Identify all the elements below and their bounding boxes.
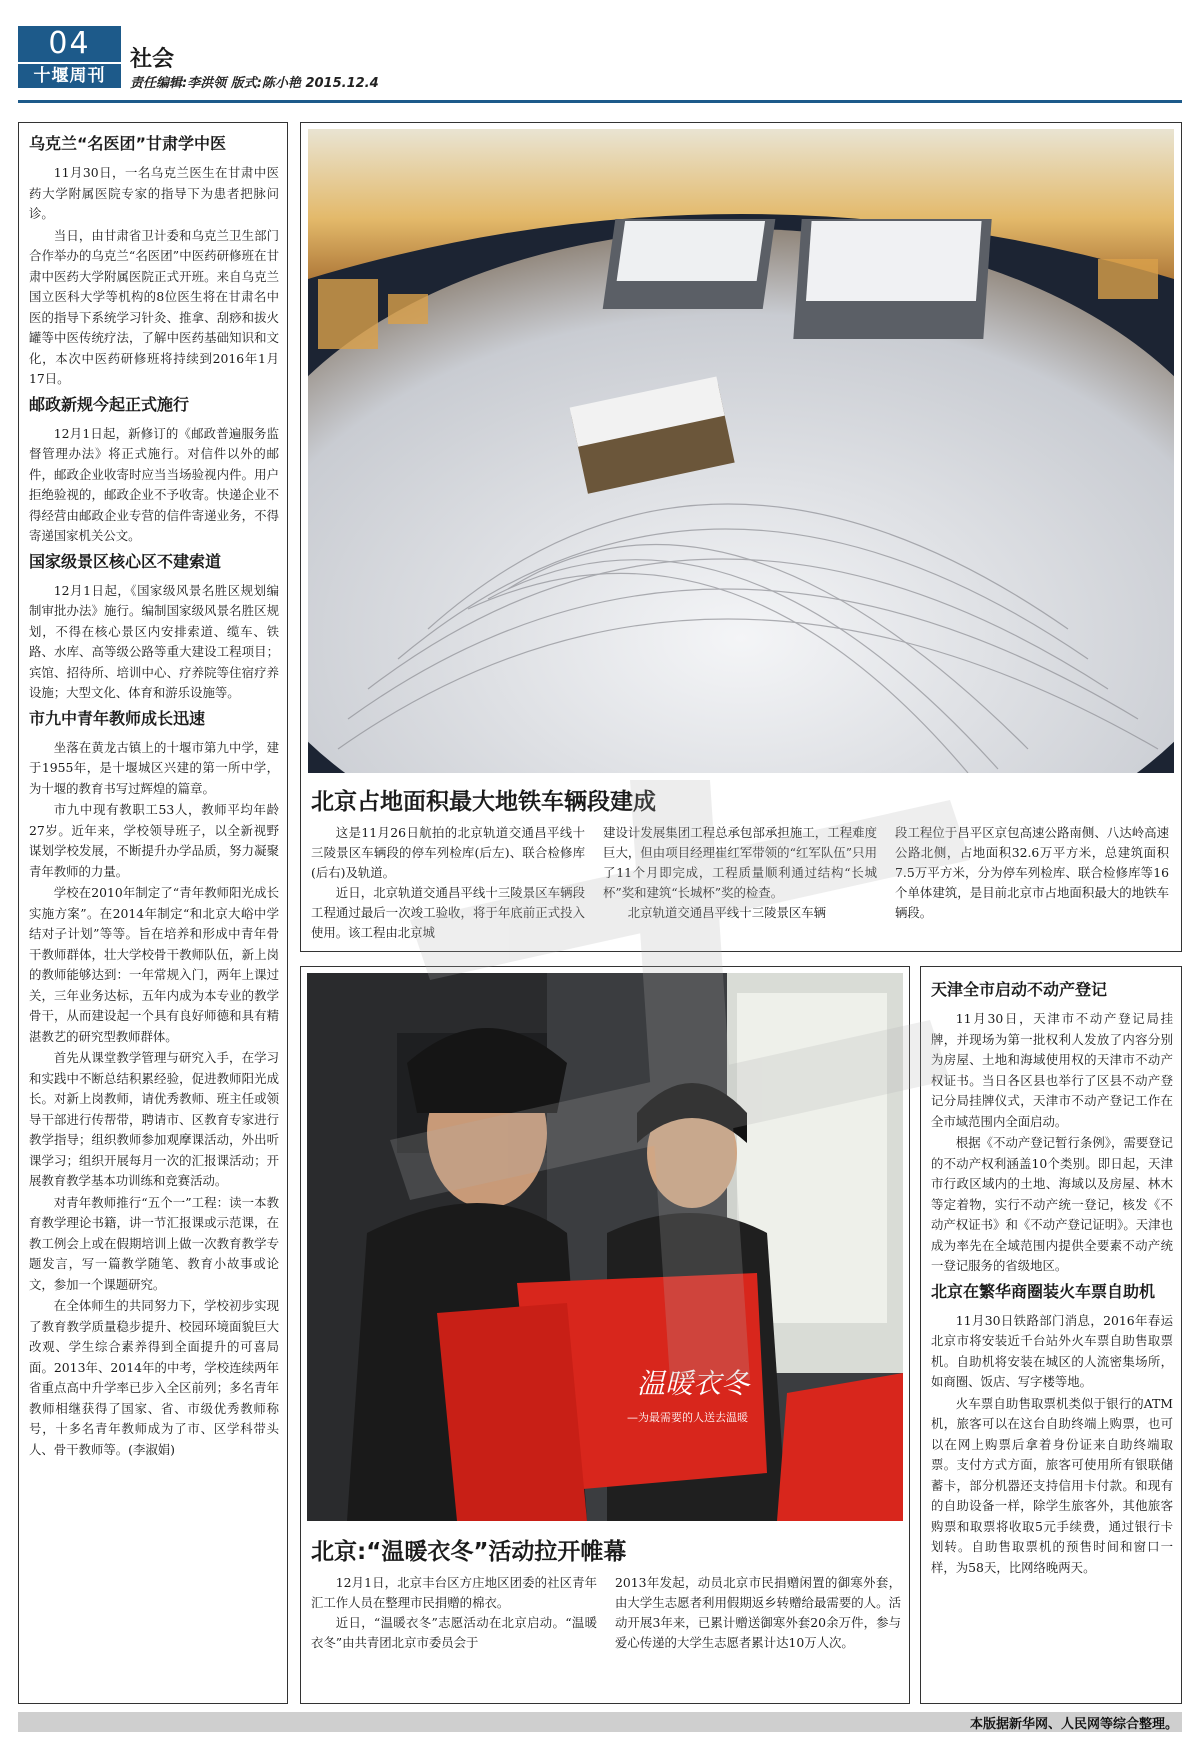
article-scenic (29, 551, 279, 704)
caption-column (895, 823, 1169, 943)
article-school (29, 708, 279, 1461)
article-paragraph: 当日，由甘肃省卫计委和乌克兰卫生部门合作举办的乌克兰“名医团”中医药研修班在甘肃中医药大学附属医院正式开班。来自乌克兰国立医科大学等机构的8位医生将在甘肃名中医的指导下系统学习针灸、推拿、刮痧和拔火罐等中医传统疗法，了解中医药基础知识和文化，本次中医药研修班将持续到2016年1月17日。 (29, 227, 279, 386)
article-paragraph: 11月30日，一名乌克兰医生在甘肃中医药大学附属医院专家的指导下为患者把脉问诊。 (29, 165, 279, 221)
article-title: 邮政新规今起正式施行 (29, 394, 190, 414)
bag-slogan: 温暖衣冬 (637, 1367, 750, 1400)
right-news-column (920, 966, 1182, 1704)
left-news-column (18, 122, 288, 1704)
caption-column (311, 1573, 597, 1653)
caption-paragraph: 2013年发起，动员北京市民捐赠闲置的御寒外套，由大学生志愿者利用假期返乡转赠给最需要的人。活动开展3年来，已累计赠送御寒外套20余万件，参与爱心传递的大学生志愿者累计达10万人次。 (615, 1575, 901, 1650)
caption-column (615, 1573, 901, 1653)
article-paragraph: 11月30日铁路部门消息，2016年春运北京市将安装近千台站外火车票自助售取票机。自助机将安装在城区的人流密集场所，如商圈、饭店、写字楼等地。 (931, 1312, 1173, 1389)
caption-paragraph: 段工程位于昌平区京包高速公路南侧、八达岭高速公路北侧，占地面积32.6万平方米，总建筑面积7.5万平方米，分为停车列检库、联合检修库等16个单体建筑，是目前北京市占地面积最大的地铁车辆段。 (895, 825, 1169, 920)
article-paragraph: 根据《不动产登记暂行条例》，需要登记的不动产权利涵盖10个类别。即日起，天津市行政区域内的土地、海域以及房屋、林木等定着物，实行不动产统一登记，核发《不动产权证书》和《不动产登记证明》。天津也成为率先在全域范围内提供全要素不动产统一登记服务的省级地区。 (931, 1135, 1173, 1273)
article-paragraph: 坐落在黄龙古镇上的十堰市第九中学，建于1955年，是十堰城区兴建的第一所中学，为十堰的教育书写过辉煌的篇章。 (29, 739, 279, 796)
article-paragraph: 市九中现有教职工53人，教师平均年龄27岁。近年来，学校领导班子，以全新视野谋划学校发展，不断提升办学品质，努力凝聚青年教师的力量。 (29, 802, 279, 879)
caption-column (603, 823, 877, 943)
article-paragraph: 对青年教师推行“五个一”工程：读一本教育教学理论书籍，讲一节汇报课或示范课，在教工例会上或在假期培训上做一次教育教学专题发言，写一篇教学随笔、教育小故事或论文，参加一个课题研究。 (29, 1194, 279, 1292)
article-title: 北京在繁华商圈装火车票自助机 (931, 1281, 1156, 1301)
page-number: 04 (18, 26, 121, 62)
caption-paragraph: 建设计发展集团工程总承包部承担施工，工程难度巨大，但由项目经理崔红军带领的“红军队伍”只用了11个月即完成，工程质量顺利通过结构“长城杯”奖和建筑“长城杯”奖的检查。 (603, 825, 877, 900)
article-title: 天津全市启动不动产登记 (931, 980, 1108, 999)
article-title: 国家级景区核心区不建索道 (29, 551, 222, 571)
editor-line: 责任编辑:李洪领 版式:陈小艳 2015.12.4 (130, 76, 379, 91)
section-title: 社会 (130, 47, 175, 72)
depot-headline: 北京占地面积最大地铁车辆段建成 (311, 789, 656, 815)
depot-caption (311, 823, 1169, 943)
warm-clothing-headline: 北京:“温暖衣冬”活动拉开帷幕 (311, 1539, 627, 1565)
caption-column (311, 823, 585, 943)
article-paragraph: 11月30日，天津市不动产登记局挂牌，并现场为第一批权利人发放了内容分别为房屋、土地和海域使用权的天津市不动产权证书。当日各区县也举行了区县不动产登记分局挂牌仪式，天津市不动产登记工作在全市域范围内全面启动。 (931, 1011, 1173, 1129)
article-paragraph: 在全体师生的共同努力下，学校初步实现了教育教学质量稳步提升、校园环境面貌巨大改观、学生综合素养得到全面提升的可喜局面。2013年、2014年的中考，学校连续两年省重点高中升学率已步入全区前列；多名青年教师相继获得了国家、省、市级优秀教师称号，十多名青年教师成为了市、区学科带头人、骨干教师等。(李淑娟) (29, 1298, 279, 1457)
newspaper-brand: 十堰周刊 (18, 64, 121, 88)
warm-clothing-caption (311, 1573, 901, 1653)
article-postal (29, 394, 279, 547)
caption-paragraph: 近日，“温暖衣冬”志愿活动在北京启动。“温暖衣冬”由共青团北京市委员会于 (311, 1615, 597, 1650)
article-paragraph: 12月1日起，《国家级风景名胜区规划编制审批办法》施行。编制国家级风景名胜区规划，不得在核心景区内安排索道、缆车、铁路、水库、高等级公路等重大建设工程项目；宾馆、招待所、培训中心、疗养院等住宿疗养设施；大型文化、体育和游乐设施等。 (29, 582, 279, 700)
caption-paragraph: 这是11月26日航拍的北京轨道交通昌平线十三陵景区车辆段的停车列检库(后左)、联合检修库(后右)及轨道。 (311, 825, 585, 880)
article-ticket-machines (931, 1281, 1173, 1579)
article-ukraine (29, 133, 279, 390)
depot-aerial-photo (308, 129, 1174, 773)
volunteers-photo (307, 973, 903, 1521)
article-title: 乌克兰“名医团”甘肃学中医 (29, 134, 227, 153)
article-paragraph: 火车票自助售取票机类似于银行的ATM机，旅客可以在这台自助终端上购票，也可以在网上购票后拿着身份证来自助终端取票。支付方式方面，旅客可使用所有银联储蓄卡，部分机器还支持信用卡付款。和现有的自助设备一样，除学生旅客外，其他旅客购票和取票将收取5元手续费，通过银行卡划转。自助售取票机的预售时间和窗口一样，为58天，比网络晚两天。 (931, 1395, 1173, 1575)
article-paragraph: 12月1日起，新修订的《邮政普遍服务监督管理办法》将正式施行。对信件以外的邮件，邮政企业收寄时应当当场验视内件。用户拒绝验视的，邮政企业不予收寄。快递企业不得经营由邮政企业专营的信件寄递业务，不得寄递国家机关公文。 (29, 425, 279, 543)
header-rule (18, 100, 1182, 103)
caption-paragraph: 北京轨道交通昌平线十三陵景区车辆 (627, 905, 827, 920)
article-paragraph: 学校在2010年制定了“青年教师阳光成长实施方案”。在2014年制定“和北京大峪中学结对子计划”等等。旨在培养和形成中青年骨干教师群体，壮大学校骨干教师队伍，新上岗的教师能够达到：一年常规入门，两年上课过关，三年业务达标，五年内成为本专业的教学骨干，从而建设起一个具有良好师德和具有精湛教艺的研究型教师群体。 (29, 885, 279, 1044)
page-badge (18, 26, 121, 88)
bag-subtext: —为最需要的人送去温暖 (627, 1411, 748, 1424)
article-paragraph: 首先从课堂教学管理与研究入手，在学习和实践中不断总结积累经验，促进教师阳光成长。对新上岗教师，请优秀教师、班主任或领导干部进行传帮带，聘请市、区教育专家进行教学指导；组织教师参加观摩课活动，外出听课学习；组织开展每月一次的汇报课活动；开展教育教学基本功训练和竞赛活动。 (29, 1050, 279, 1188)
footer-source: 本版据新华网、人民网等综合整理。 (969, 1717, 1178, 1732)
bag-logo (627, 1367, 751, 1424)
article-title: 市九中青年教师成长迅速 (29, 708, 206, 728)
caption-paragraph: 近日，北京轨道交通昌平线十三陵景区车辆段工程通过最后一次竣工验收，将于年底前正式投入使用。该工程由北京城 (311, 885, 585, 940)
depot-photo-story (300, 122, 1182, 952)
warm-clothing-photo-story (300, 966, 910, 1704)
caption-paragraph: 12月1日，北京丰台区方庄地区团委的社区青年汇工作人员在整理市民捐赠的棉衣。 (311, 1575, 597, 1610)
article-tianjin (931, 979, 1173, 1277)
